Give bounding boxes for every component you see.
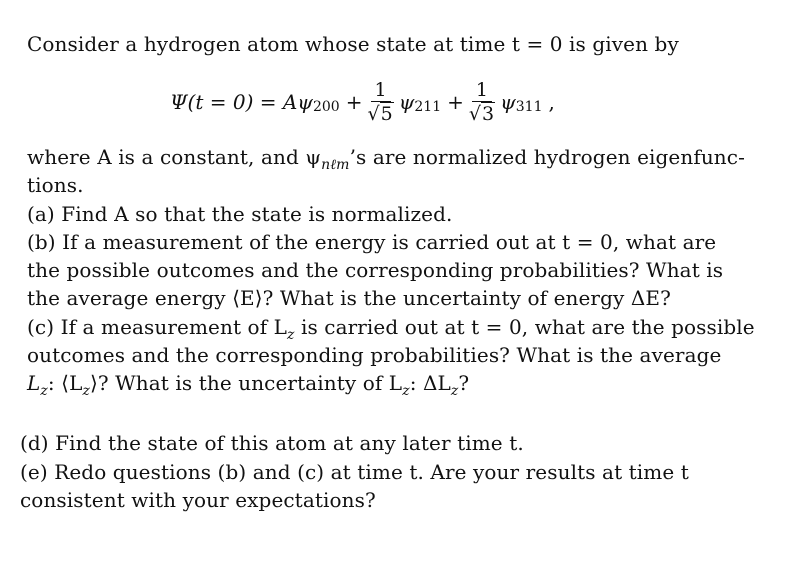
equation-lhs-subscript: 200 (312, 99, 340, 115)
fraction-1-denominator: √5 (367, 102, 393, 125)
part-a: (a) Find A so that the state is normalized. (27, 202, 453, 226)
where-line: where A is a constant, and $\psi_{n\ell m}’s$ are normalized hydrogen eigenfunc- (27, 145, 745, 173)
intro-line: Consider a hydrogen atom whose state at time t = 0 is given by (27, 32, 679, 56)
part-c-line-3: $L_z$: $⟨L_z⟩$? What is the uncertainty of $L_z$: $\Delta L_z$? (27, 371, 470, 399)
part-c-line-2: outcomes and the corresponding probabilities? What is the average (27, 343, 722, 367)
fraction-2-numerator: 1 (472, 79, 492, 102)
state-equation: Ψ(t = 0) = Aψ 200 + $\frac{1}{√5}$ ψ 211 + $\frac{1}{√3}$ ψ 311 , (170, 78, 555, 125)
part-e-line-2: consistent with your expectations? (20, 488, 376, 512)
equation-trailing-comma: , (548, 90, 555, 114)
equation-plus-1: + (345, 90, 363, 114)
fraction-1-numerator: 1 (371, 79, 391, 102)
where-continuation: tions. (27, 173, 84, 197)
part-b-line-1: (b) If a measurement of the energy is carried out at t = 0, what are (27, 230, 717, 254)
part-b-line-3: the average energy ⟨E⟩? What is the uncertainty of energy ΔE? (27, 286, 671, 310)
psi-311-subscript: 311 (515, 99, 543, 115)
fraction-1 (365, 79, 395, 126)
fraction-2-denominator: √3 (468, 102, 495, 125)
equation-plus-2: + (447, 90, 464, 114)
part-e-line-1: (e) Redo questions (b) and (c) at time t. Are your results at time t (20, 460, 689, 484)
fraction-2 (467, 79, 497, 126)
part-d: (d) Find the state of this atom at any later time t. (20, 431, 524, 455)
where-subscript: nℓm (321, 157, 350, 173)
part-b-line-2: the possible outcomes and the corresponding probabilities? What is (27, 258, 724, 282)
equation-lhs: Ψ(t = 0) = Aψ (170, 90, 313, 114)
part-c-line-1: (c) If a measurement of $L_z$ is carried out at t = 0, what are the possible (27, 315, 755, 343)
psi-211-subscript: 211 (414, 99, 442, 115)
